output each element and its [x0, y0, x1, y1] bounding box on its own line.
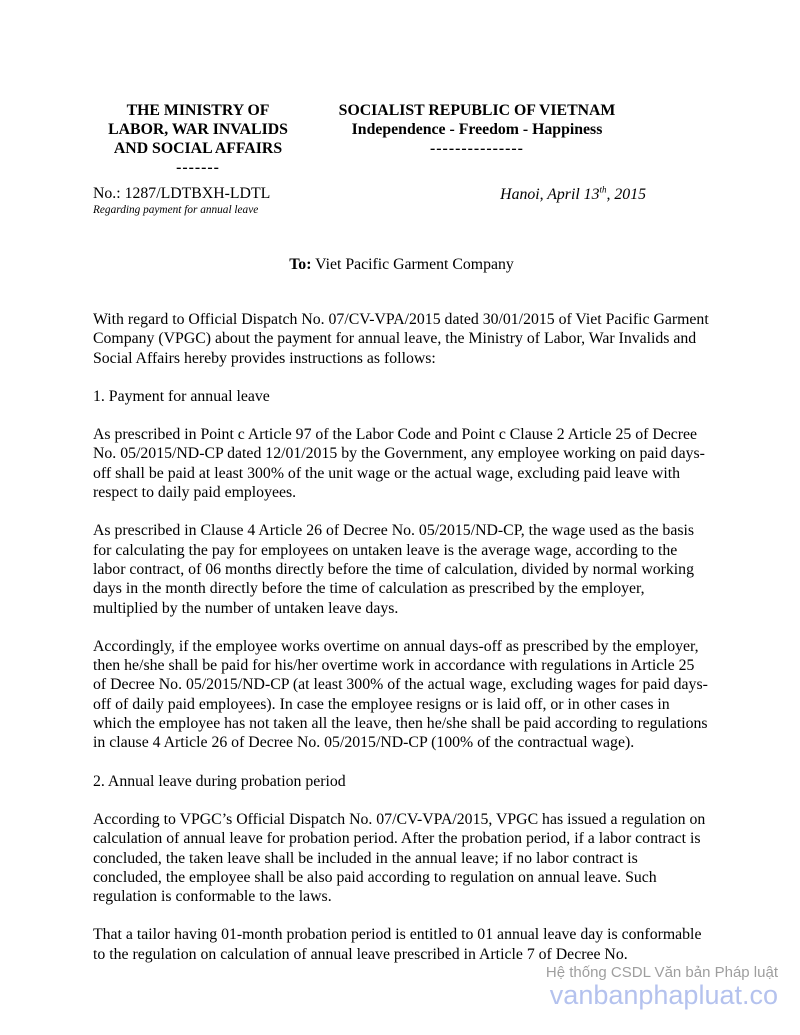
place-and-date: [500, 185, 710, 217]
body-paragraph: According to VPGC’s Official Dispatch No. 07/CV-VPA/2015, VPGC has issued a regulation on calculation of annual leave for probation period. After the probation period, if a labor contract is concluded, the taken leave shall be included in the annual leave; if no labor contract is concluded, the employee shall be also paid according to regulation on annual leave. Such regulation is conformable to the laws.: [93, 810, 706, 906]
recipient-line: [93, 256, 710, 274]
authority-line: LABOR, WAR INVALIDS: [108, 121, 288, 138]
body-paragraph: As prescribed in Point c Article 97 of the Labor Code and Point c Clause 2 Article 25 of Decree No. 05/2015/ND-CP dated 12/01/2015 by the Government, any employee working on paid days-off shall be paid at least 300% of the unit wage or the actual wage, excluding paid leave with respect to daily paid employees.: [93, 426, 705, 502]
date-suffix: , 2015: [606, 186, 646, 203]
motto-divider: ---------------: [430, 140, 524, 157]
body-paragraph: With regard to Official Dispatch No. 07/CV-VPA/2015 dated 30/01/2015 of Viet Pacific Garment Company (VPGC) about the payment for annual leave, the Ministry of Labor, War Invalids and Social Affairs hereby provides instructions as follows:: [93, 311, 709, 367]
authority-divider: -------: [176, 159, 220, 176]
authority-line: THE MINISTRY OF: [126, 102, 270, 119]
document-header: [93, 101, 710, 177]
recipient-name: Viet Pacific Garment Company: [315, 256, 514, 273]
document-subject: Regarding payment for annual leave: [93, 204, 259, 216]
recipient-label: To:: [289, 256, 312, 273]
document-number: No.: 1287/LDTBXH-LDTL: [93, 185, 271, 202]
document-body: [93, 310, 710, 964]
national-motto-block: [327, 101, 627, 158]
body-paragraph: That a tailor having 01-month probation period is entitled to 01 annual leave day is conformable to the regulation on calculation of annual leave prescribed in Article 7 of Decree No.: [93, 926, 702, 963]
body-paragraph: Accordingly, if the employee works overtime on annual days-off as prescribed by the employer, then he/she shall be paid for his/her overtime work in accordance with regulations in Article 25 of Decree No. 05/2015/ND-CP (at least 300% of the actual wage, excluding wages for paid days-off of daily paid employees). In case the employee resigns or is laid off, or in other cases in which the employee has not taken all the leave, then he/she shall be paid according to regulations in clause 4 Article 26 of Decree No. 05/2015/ND-CP (100% of the contractual wage).: [93, 637, 708, 752]
document-number-block: [93, 184, 270, 217]
date-ordinal-suffix: th: [599, 184, 607, 195]
body-paragraph: As prescribed in Clause 4 Article 26 of Decree No. 05/2015/ND-CP, the wage used as the basis for calculating the pay for employees on untaken leave is the average wage, according to the labor contract, of 06 months directly before the time of calculation, divided by normal working days in the month directly before the time of calculation as prescribed by the employer, multiplied by the number of untaken leave days.: [93, 522, 695, 617]
motto-line: Independence - Freedom - Happiness: [351, 121, 603, 138]
authority-line: AND SOCIAL AFFAIRS: [113, 140, 283, 157]
date-prefix: Hanoi, April 13: [500, 186, 600, 203]
body-paragraph: 1. Payment for annual leave: [93, 387, 270, 405]
nation-line: SOCIALIST REPUBLIC OF VIETNAM: [338, 102, 616, 119]
watermark-site-name: vanbanphapluat.co: [549, 980, 778, 1010]
site-watermark: [546, 964, 778, 1009]
body-paragraph: 2. Annual leave during probation period: [93, 772, 346, 790]
document-meta-row: [93, 184, 710, 217]
watermark-system-label: Hệ thống CSDL Văn bản Pháp luật: [545, 964, 778, 981]
issuing-authority-block: [95, 101, 301, 177]
